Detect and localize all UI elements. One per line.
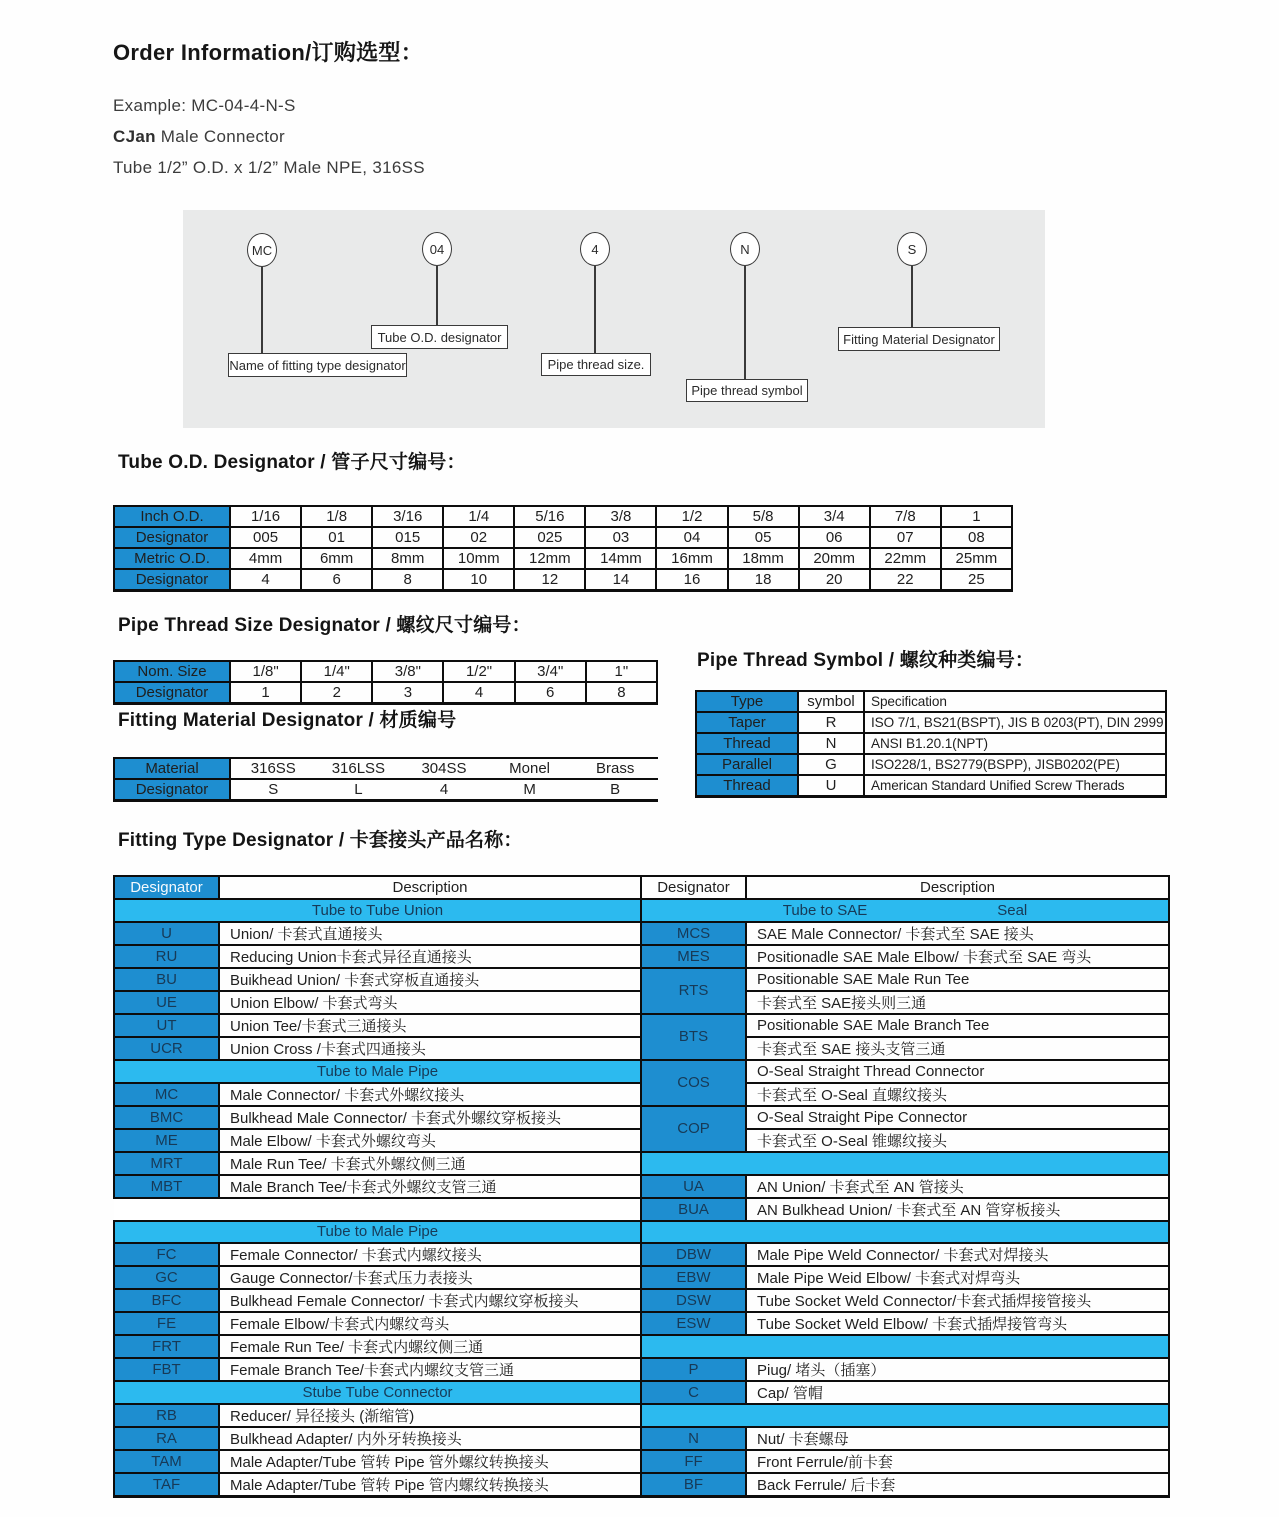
table-row (114, 682, 657, 703)
diagram-connector-line (911, 266, 913, 327)
diagram-node-label: Pipe thread size. (541, 353, 651, 376)
right-description-header: Description (746, 876, 1169, 899)
thread-symbol-cell: U (798, 775, 864, 796)
table-row (114, 661, 657, 682)
value-cell: 1/8" (230, 661, 301, 682)
value-cell: 12 (514, 569, 585, 590)
value-cell: 025 (514, 527, 585, 548)
description-cell: 卡套式至 SAE接头则三通 (746, 991, 1169, 1014)
row-header-cell: Inch O.D. (114, 506, 230, 527)
left-gap-row (114, 1198, 641, 1221)
diagram-node-circle: MC (247, 233, 277, 267)
fitting-type-table (113, 875, 1170, 1498)
symbol-column-header: symbol (798, 691, 864, 712)
description-cell: Gauge Connector/卡套式压力表接头 (219, 1266, 641, 1289)
designator-cell: FBT (114, 1358, 219, 1381)
value-cell: 4mm (230, 548, 301, 569)
value-cell: 1/4 (443, 506, 514, 527)
value-cell: 6mm (301, 548, 372, 569)
description-cell: Female Connector/ 卡套式内螺纹接头 (219, 1243, 641, 1266)
row-header-cell: Material (114, 758, 230, 779)
right-section-label: Tube to SAE (782, 901, 868, 919)
row-header-cell: Nom. Size (114, 661, 230, 682)
table-row (114, 1175, 1169, 1198)
description-cell: Male Adapter/Tube 管转 Pipe 管外螺纹转换接头 (219, 1450, 641, 1473)
pipe-thread-symbol-heading: Pipe Thread Symbol / 螺纹种类编号： (697, 650, 1035, 671)
diagram-node-label: Pipe thread symbol (686, 379, 808, 402)
designator-cell: P (641, 1358, 746, 1381)
value-cell: 14mm (585, 548, 656, 569)
value-cell: 07 (870, 527, 941, 548)
value-cell: 10mm (443, 548, 514, 569)
table-row (696, 733, 1166, 754)
description-cell: SAE Male Connector/ 卡套式至 SAE 接头 (746, 922, 1169, 945)
description-cell: Nut/ 卡套螺母 (746, 1427, 1169, 1450)
pipe-thread-size-table (113, 660, 658, 705)
value-cell: 5/8 (728, 506, 799, 527)
diagram-node-label: Tube O.D. designator (371, 325, 508, 349)
description-cell: Positionable SAE Male Run Tee (746, 968, 1169, 991)
description-cell: AN Union/ 卡套式至 AN 管接头 (746, 1175, 1169, 1198)
designator-cell: UCR (114, 1037, 219, 1060)
designator-cell: EBW (641, 1266, 746, 1289)
value-cell: Brass (572, 758, 658, 779)
value-cell: 16 (656, 569, 727, 590)
description-cell: Male Adapter/Tube 管转 Pipe 管内螺纹转换接头 (219, 1473, 641, 1497)
row-header-cell: Designator (114, 779, 230, 800)
right-empty-band (641, 1335, 1169, 1358)
table-row (114, 1312, 1169, 1335)
table-row (114, 1221, 1169, 1244)
left-description-header: Description (219, 876, 641, 899)
description-cell: Male Branch Tee/卡套式外螺纹支管三通 (219, 1175, 641, 1198)
type-column-header: Type (696, 691, 798, 712)
description-cell: O-Seal Straight Thread Connector (746, 1060, 1169, 1083)
designator-cell: BF (641, 1473, 746, 1497)
value-cell: 1 (230, 682, 301, 703)
value-cell: 7/8 (870, 506, 941, 527)
value-cell: 6 (301, 569, 372, 590)
designator-cell: RTS (641, 968, 746, 1014)
value-cell: 04 (656, 527, 727, 548)
description-cell: O-Seal Straight Pipe Connector (746, 1106, 1169, 1129)
diagram-connector-line (436, 266, 438, 325)
value-cell: 4 (230, 569, 301, 590)
value-cell: 12mm (514, 548, 585, 569)
row-header-cell: Designator (114, 569, 230, 590)
table-row (114, 779, 658, 800)
thread-spec-cell: American Standard Unified Screw Therads (864, 775, 1166, 796)
description-cell: Female Elbow/卡套式内螺纹弯头 (219, 1312, 641, 1335)
description-cell: Union Tee/卡套式三通接头 (219, 1014, 641, 1037)
value-cell: 316SS (230, 758, 316, 779)
description-cell: Reducing Union卡套式异径直通接头 (219, 945, 641, 968)
table-row (114, 1289, 1169, 1312)
value-cell: 4 (443, 682, 514, 703)
value-cell: 01 (301, 527, 372, 548)
thread-symbol-cell: R (798, 712, 864, 733)
description-cell: Bulkhead Adapter/ 内外牙转换接头 (219, 1427, 641, 1450)
value-cell: B (572, 779, 658, 800)
table-row (114, 1266, 1169, 1289)
table-row (114, 1427, 1169, 1450)
table-row (114, 1473, 1169, 1497)
table-row (114, 1381, 1169, 1404)
description-cell: Union/ 卡套式直通接头 (219, 922, 641, 945)
fitting-type-heading: Fitting Type Designator / 卡套接头产品名称： (118, 830, 523, 851)
pipe-thread-size-heading: Pipe Thread Size Designator / 螺纹尺寸编号： (118, 615, 531, 636)
diagram-connector-line (744, 266, 746, 379)
designator-cell: UE (114, 991, 219, 1014)
designator-cell: ME (114, 1129, 219, 1152)
table-row (114, 968, 1169, 991)
example-line-2-rest: Male Connector (155, 127, 286, 146)
value-cell: 1/2 (656, 506, 727, 527)
value-cell: 1/16 (230, 506, 301, 527)
thread-spec-cell: ANSI B1.20.1(NPT) (864, 733, 1166, 754)
value-cell: 05 (728, 527, 799, 548)
designator-cell: MC (114, 1083, 219, 1106)
designator-cell: UT (114, 1014, 219, 1037)
description-cell: Front Ferrule/前卡套 (746, 1450, 1169, 1473)
value-cell: 2 (301, 682, 372, 703)
table-row (114, 548, 1012, 569)
value-cell: 3/4" (515, 661, 586, 682)
left-section-band: Tube to Male Pipe (114, 1221, 641, 1244)
description-cell: Male Run Tee/ 卡套式外螺纹侧三通 (219, 1152, 641, 1175)
value-cell: 14 (585, 569, 656, 590)
value-cell: 22mm (870, 548, 941, 569)
designator-cell: RU (114, 945, 219, 968)
designator-cell: FF (641, 1450, 746, 1473)
right-empty-band (641, 1152, 1169, 1175)
description-cell: Bulkhead Female Connector/ 卡套式内螺纹穿板接头 (219, 1289, 641, 1312)
designator-cell: N (641, 1427, 746, 1450)
designator-cell: BUA (641, 1198, 746, 1221)
designator-cell: FRT (114, 1335, 219, 1358)
description-cell: Female Run Tee/ 卡套式内螺纹侧三通 (219, 1335, 641, 1358)
table-header-row (696, 691, 1166, 712)
description-cell: Cap/ 管帽 (746, 1381, 1169, 1404)
table-row (114, 569, 1012, 590)
example-line-3: Tube 1/2” O.D. x 1/2” Male NPE, 316SS (113, 158, 425, 177)
thread-type-cell: Thread (696, 775, 798, 796)
designator-cell: DBW (641, 1243, 746, 1266)
value-cell: 1 (941, 506, 1012, 527)
designator-cell: DSW (641, 1289, 746, 1312)
diagram-node-label: Name of fitting type designator (228, 353, 407, 377)
value-cell: 10 (443, 569, 514, 590)
thread-type-cell: Thread (696, 733, 798, 754)
value-cell: 4 (401, 779, 487, 800)
table-row (114, 945, 1169, 968)
description-cell: Male Pipe Weld Connector/ 卡套式对焊接头 (746, 1243, 1169, 1266)
diagram-node-circle: 4 (580, 232, 610, 266)
description-cell: Male Connector/ 卡套式外螺纹接头 (219, 1083, 641, 1106)
value-cell: 3/8 (585, 506, 656, 527)
table-row (114, 1450, 1169, 1473)
designator-cell: UA (641, 1175, 746, 1198)
thread-symbol-cell: G (798, 754, 864, 775)
value-cell: 005 (230, 527, 301, 548)
value-cell: 08 (941, 527, 1012, 548)
table-row (114, 1152, 1169, 1175)
table-row (114, 1106, 1169, 1129)
thread-symbol-cell: N (798, 733, 864, 754)
value-cell: 18mm (728, 548, 799, 569)
value-cell: 1/2" (443, 661, 514, 682)
designator-cell: C (641, 1381, 746, 1404)
table-row (114, 1358, 1169, 1381)
description-cell: Tube Socket Weld Elbow/ 卡套式插焊接管弯头 (746, 1312, 1169, 1335)
value-cell: 06 (799, 527, 870, 548)
value-cell: 3/4 (799, 506, 870, 527)
designator-cell: BMC (114, 1106, 219, 1129)
value-cell: 3 (372, 682, 443, 703)
description-cell: Back Ferrule/ 后卡套 (746, 1473, 1169, 1497)
value-cell: 25 (941, 569, 1012, 590)
description-cell: 卡套式至 O-Seal 直螺纹接头 (746, 1083, 1169, 1106)
table-row (114, 506, 1012, 527)
left-section-band: Stube Tube Connector (114, 1381, 641, 1404)
description-cell: Tube Socket Weld Connector/卡套式插焊接管接头 (746, 1289, 1169, 1312)
tube-od-table (113, 505, 1013, 592)
description-cell: AN Bulkhead Union/ 卡套式至 AN 管穿板接头 (746, 1198, 1169, 1221)
designator-cell: ESW (641, 1312, 746, 1335)
designator-cell: MRT (114, 1152, 219, 1175)
brand-name: CJan (113, 127, 156, 146)
designator-cell: MCS (641, 922, 746, 945)
example-line-2 (113, 127, 285, 147)
table-row (696, 712, 1166, 733)
description-cell: Positionadle SAE Male Elbow/ 卡套式至 SAE 弯头 (746, 945, 1169, 968)
designator-cell: RA (114, 1427, 219, 1450)
value-cell: 5/16 (514, 506, 585, 527)
designator-cell: GC (114, 1266, 219, 1289)
diagram-connector-line (261, 267, 263, 353)
description-cell: Reducer/ 异径接头 (渐缩管) (219, 1404, 641, 1427)
table-row (696, 775, 1166, 796)
material-heading: Fitting Material Designator / 材质编号 (118, 710, 457, 731)
description-cell: Buikhead Union/ 卡套式穿板直通接头 (219, 968, 641, 991)
table-row (114, 1243, 1169, 1266)
table-row (114, 899, 1169, 922)
right-empty-band (641, 1404, 1169, 1427)
table-row (114, 527, 1012, 548)
description-cell: Male Pipe Weid Elbow/ 卡套式对焊弯头 (746, 1266, 1169, 1289)
table-row (114, 1014, 1169, 1037)
example-line-1: Example: MC-04-4-N-S (113, 96, 296, 115)
designator-cell: MES (641, 945, 746, 968)
right-section-band (641, 899, 1169, 922)
value-cell: 8mm (372, 548, 443, 569)
table-row (114, 758, 658, 779)
designator-cell: COP (641, 1106, 746, 1152)
table-header-row (114, 876, 1169, 899)
value-cell: 8 (372, 569, 443, 590)
description-cell: Union Elbow/ 卡套式弯头 (219, 991, 641, 1014)
page-title: Order Information/订购选型： (113, 40, 424, 65)
right-empty-band (641, 1221, 1169, 1244)
value-cell: 015 (372, 527, 443, 548)
description-cell: 卡套式至 O-Seal 锥螺纹接头 (746, 1129, 1169, 1152)
thread-spec-cell: ISO 7/1, BS21(BSPT), JIS B 0203(PT), DIN 2999 (864, 712, 1166, 733)
table-row (114, 1404, 1169, 1427)
value-cell: 03 (585, 527, 656, 548)
designator-cell: RB (114, 1404, 219, 1427)
designator-cell: BTS (641, 1014, 746, 1060)
table-row (114, 1335, 1169, 1358)
tube-od-heading: Tube O.D. Designator / 管子尺寸编号： (118, 452, 466, 473)
designator-cell: BFC (114, 1289, 219, 1312)
thread-type-cell: Taper (696, 712, 798, 733)
diagram-node-label: Fitting Material Designator (838, 327, 1000, 351)
description-cell: 卡套式至 SAE 接头支管三通 (746, 1037, 1169, 1060)
description-cell: Bulkhead Male Connector/ 卡套式外螺纹穿板接头 (219, 1106, 641, 1129)
value-cell: 304SS (401, 758, 487, 779)
table-row (114, 1060, 1169, 1083)
value-cell: 22 (870, 569, 941, 590)
left-section-band: Tube to Tube Union (114, 899, 641, 922)
value-cell: 1/4" (301, 661, 372, 682)
description-cell: Female Branch Tee/卡套式内螺纹支管三通 (219, 1358, 641, 1381)
pipe-thread-symbol-table (695, 690, 1167, 798)
designator-cell: MBT (114, 1175, 219, 1198)
value-cell: 1" (586, 661, 657, 682)
value-cell: 3/16 (372, 506, 443, 527)
value-cell: 3/8" (372, 661, 443, 682)
value-cell: 316LSS (316, 758, 402, 779)
designator-cell: TAM (114, 1450, 219, 1473)
description-cell: Male Elbow/ 卡套式外螺纹弯头 (219, 1129, 641, 1152)
diagram-connector-line (594, 266, 596, 353)
table-row (114, 922, 1169, 945)
thread-spec-cell: ISO228/1, BS2779(BSPP), JISB0202(PE) (864, 754, 1166, 775)
value-cell: 20 (799, 569, 870, 590)
value-cell: M (487, 779, 573, 800)
value-cell: Monel (487, 758, 573, 779)
table-row (114, 1198, 1169, 1221)
value-cell: 25mm (941, 548, 1012, 569)
designator-cell: BU (114, 968, 219, 991)
value-cell: 1/8 (301, 506, 372, 527)
value-cell: 20mm (799, 548, 870, 569)
table-row (696, 754, 1166, 775)
value-cell: 16mm (656, 548, 727, 569)
value-cell: 8 (586, 682, 657, 703)
value-cell: L (316, 779, 402, 800)
spec-column-header: Specification (864, 691, 1166, 712)
description-cell: Piug/ 堵头（插塞） (746, 1358, 1169, 1381)
diagram-node-circle: S (897, 232, 927, 266)
designator-cell: U (114, 922, 219, 945)
material-table (113, 757, 658, 802)
row-header-cell: Designator (114, 682, 230, 703)
right-section-label: Seal (997, 901, 1028, 919)
description-cell: Union Cross /卡套式四通接头 (219, 1037, 641, 1060)
value-cell: 02 (443, 527, 514, 548)
thread-type-cell: Parallel (696, 754, 798, 775)
right-designator-header: Designator (641, 876, 746, 899)
left-section-band: Tube to Male Pipe (114, 1060, 641, 1083)
value-cell: 18 (728, 569, 799, 590)
diagram-node-circle: N (730, 232, 760, 266)
row-header-cell: Metric O.D. (114, 548, 230, 569)
value-cell: S (230, 779, 316, 800)
row-header-cell: Designator (114, 527, 230, 548)
value-cell: 6 (515, 682, 586, 703)
designator-cell: FE (114, 1312, 219, 1335)
designator-cell: TAF (114, 1473, 219, 1497)
designator-cell: FC (114, 1243, 219, 1266)
designator-cell: COS (641, 1060, 746, 1106)
diagram-node-circle: 04 (422, 232, 452, 266)
description-cell: Positionable SAE Male Branch Tee (746, 1014, 1169, 1037)
left-designator-header: Designator (114, 876, 219, 899)
